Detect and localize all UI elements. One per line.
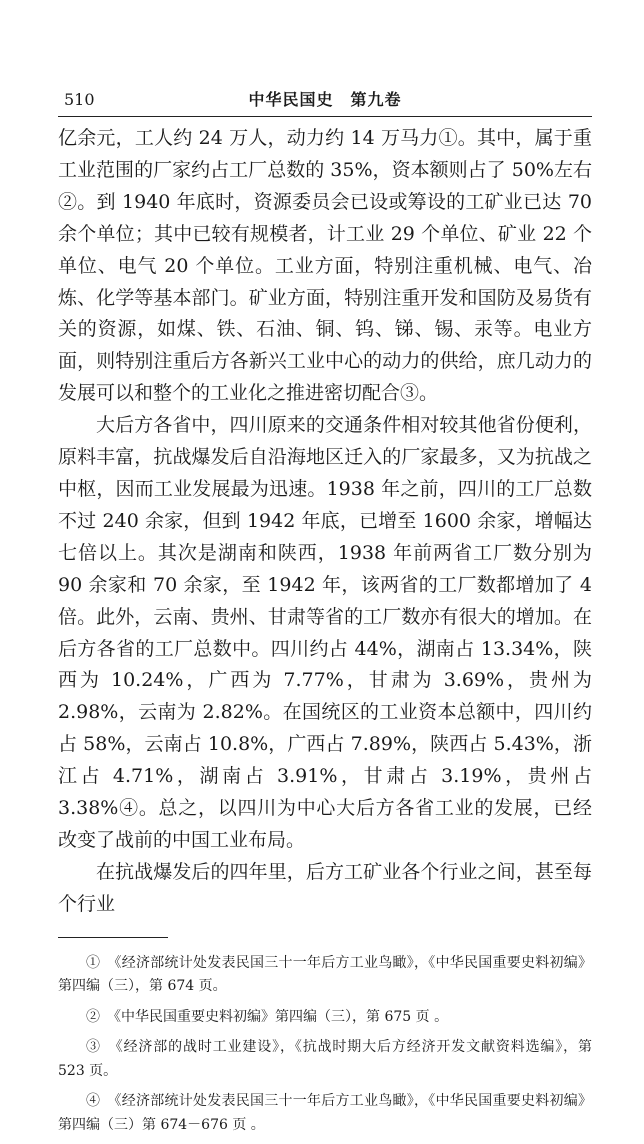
header-rule — [58, 116, 592, 117]
footnote-rule — [58, 937, 168, 938]
footnotes — [58, 952, 592, 1138]
footnote-1: ① 《经济部统计处发表民国三十一年后方工业鸟瞰》，《中华民国重要史料初编》第四编（三），第 674 页。 — [58, 954, 592, 995]
running-header — [58, 86, 592, 114]
footnote-3: ③ 《经济部的战时工业建设》，《抗战时期大后方经济开发文献资料选编》，第 523 页。 — [58, 1039, 592, 1079]
paragraph: 在抗战爆发后的四年里，后方工矿业各个行业之间，甚至每个行业 — [58, 860, 592, 915]
footnote-4: ④ 《经济部统计处发表民国三十一年后方工业鸟瞰》，《中华民国重要史料初编》第四编（三）第 674－676 页 。 — [58, 1093, 592, 1133]
book-page — [58, 86, 592, 1144]
footnote-2: ② 《中华民国重要史料初编》第四编（三），第 675 页 。 — [86, 1008, 449, 1025]
body-text — [58, 123, 592, 921]
paragraph: 大后方各省中，四川原来的交通条件相对较其他省份便利，原料丰富，抗战爆发后自沿海地区迁入的厂家最多，又为抗战之中枢，因而工业发展最为迅速。1938 年之前，四川的工厂总数不过 240 余家，但到 1942 年底，已增至 1600 余家，增幅达七倍以上。其次是湖南和陕西，1938 年前两省工厂数分别为 90 余家和 70 余家，至 1942 年，该两省的工厂数都增加了 4 倍。此外，云南、贵州、甘肃等省的工厂数亦有很大的增加。在后方各省的工厂总数中。四川约占 44%，湖南占 13.34%，陕西为 10.24%，广西为 7.77%，甘肃为 3.69%，贵州为 2.98%，云南为 2.82%。在国统区的工业资本总额中，四川约占 58%，云南占 10.8%，广西占 7.89%，陕西占 5.43%，浙江占 4.71%，湖南占 3.91%，甘肃占 3.19%，贵州占 3.38%④。总之，以四川为中心大后方各省工业的发展，已经改变了战前的中国工业布局。 — [58, 414, 592, 851]
paragraph: 亿余元，工人约 24 万人，动力约 14 万马力①。其中，属于重工业范围的厂家约占工厂总数的 35%，资本额则占了 50%左右②。到 1940 年底时，资源委员会已设或筹设的工矿业已达 70 余个单位；其中已较有规模者，计工业 29 个单位、矿业 22 个单位、电气 20 个单位。工业方面，特别注重机械、电气、冶炼、化学等基本部门。矿业方面，特别注重开发和国防及易货有关的资源，如煤、铁、石油、铜、钨、锑、锡、汞等。电业方面，则特别注重后方各新兴工业中心的动力的供给，庶几动力的发展可以和整个的工业化之推进密切配合③。 — [58, 127, 592, 405]
page-number: 510 — [64, 90, 95, 109]
book-title: 中华民国史 第九卷 — [248, 90, 402, 109]
